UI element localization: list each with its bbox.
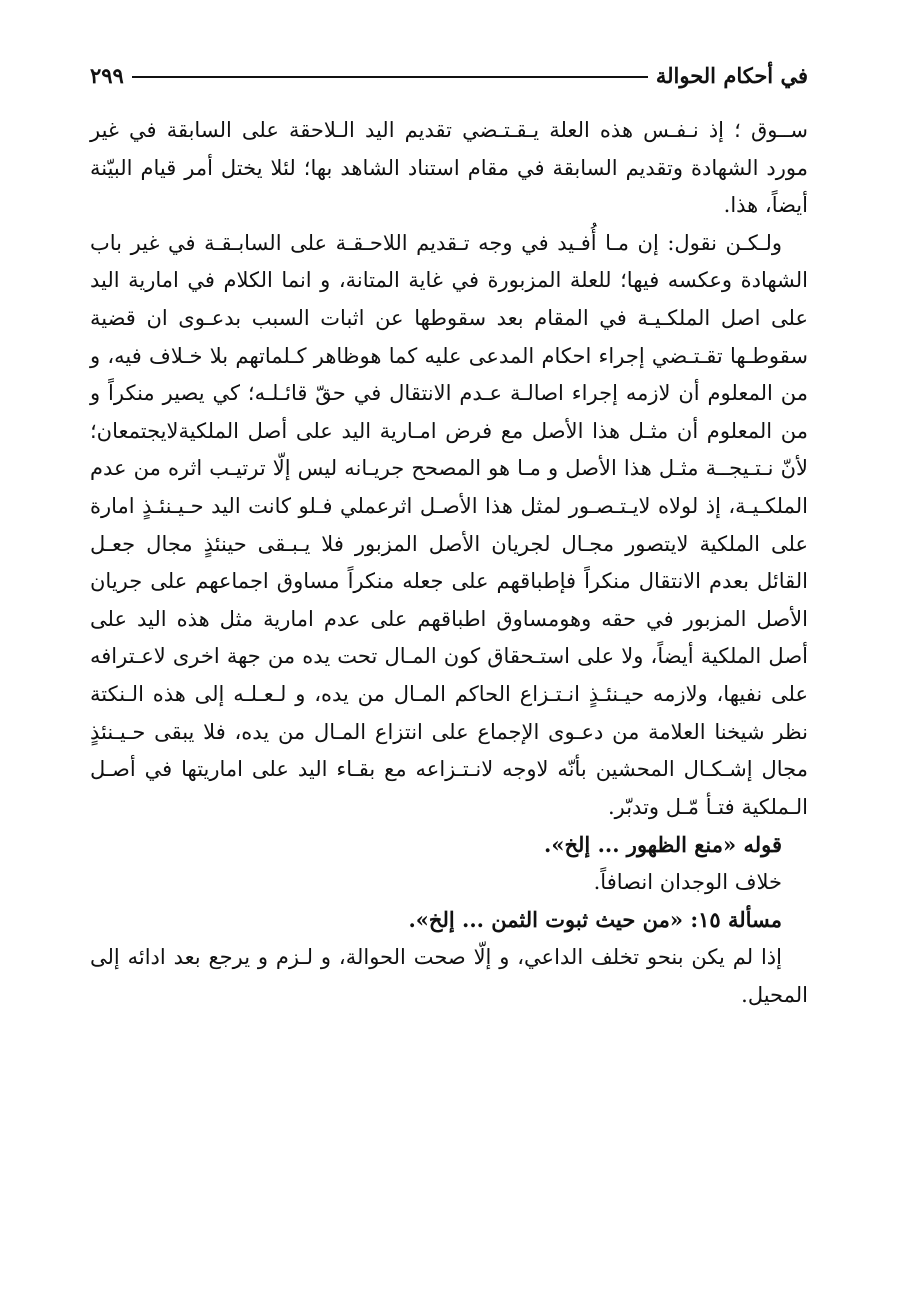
running-title: في أحكام الحوالة [655,63,808,88]
paragraph-main: ولـكـن نقول: إن مـا أُفـيد في وجه تـقديم اللاحـقـة على السابـقـة في غير باب الشهادة وعكسه فيها؛ للعلة المزبورة في غاية المتانة، و انما الكلام في امارية اليد على اصل الملكـيـة في المقام بعد سقوطها عن اثبات السبب بدعـوى ان قضية سقوطـها تقـتـضي إجراء احكام المدعى عليه كما هوظاهر كـلماتهم بلا خـلاف فيه، و من المعلوم أن لازمه إجراء اصالـة عـدم الانتقال في حقّ قائـلـه؛ كي يصير منكراً و من المعلوم أن مثـل هذا الأصل مع فرض امـارية اليد على أصل الملكيةلايجتمعان؛ لأنّ نـتـيجــة مثـل هذا الأصل و مـا هو المصحح جريـانه ليس إلّا ترتيـب اثره من عدم الملكـيـة، إذ لولاه لايـتـصـور لمثل هذا الأصـل اثرعملي فـلو كانت اليد حـيـنئـذٍ امارة على الملكية لايتصور مجـال لجريان الأصل المزبور فلا يـبـقى حينئذٍ مجال جعـل القائل بعدم الانتقال منكراً فإطباقهم على جعله منكراً مساوق اجماعهم على جريان الأصل المزبور في حقه وهومساوق اطباقهم على عدم امارية مثل هذه اليد على أصل الملكية أيضاً، ولا على استـحقاق كون المـال تحت يده من جهة اخرى لاعـترافه على نفيها، ولازمه حيـنئـذٍ انـتـزاع الحاكم المـال من يده، و لـعـلـه إلى هذه الـنكتة نظر شيخنا العلامة من دعـوى الإجماع على انتزاع المـال من يده، فلا يبقى حـيـنئذٍ مجال إشـكـال المحشين بأنّه لاوجه لانـتـزاعه مع بقـاء اليد على اماريتها في أصـل الـملكية فتـأ مّـل وتدبّر. [90,230,808,819]
page-body [90,112,808,1014]
paragraph-final: إذا لم يكن بنحو تخلف الداعي، و إلّا صحت الحوالة، و لـزم و يرجع بعد ادائه إلى المحيل. [90,945,808,1007]
section-heading-quote: قوله «منع الظهور ... إلخ». [544,832,782,858]
page-number: ٢٩٩ [90,63,124,88]
section-heading-issue: مسألة ١٥: «من حيث ثبوت الثمن ... إلخ». [408,907,782,933]
paragraph-continuation: ســوق ؛ إذ نـفـس هذه العلة يـقـتـضي تقديم اليد الـلاحقة على السابقة في غير مورد الشهادة وتقديم السابقة في مقام استناد الشاهد بها؛ لئلا يختل أمر قيام البيّنة أيضاً، هذا. [90,118,808,218]
header-rule [132,76,648,78]
page-header [90,52,808,86]
section-note: خلاف الوجدان انصافاً. [593,869,782,894]
